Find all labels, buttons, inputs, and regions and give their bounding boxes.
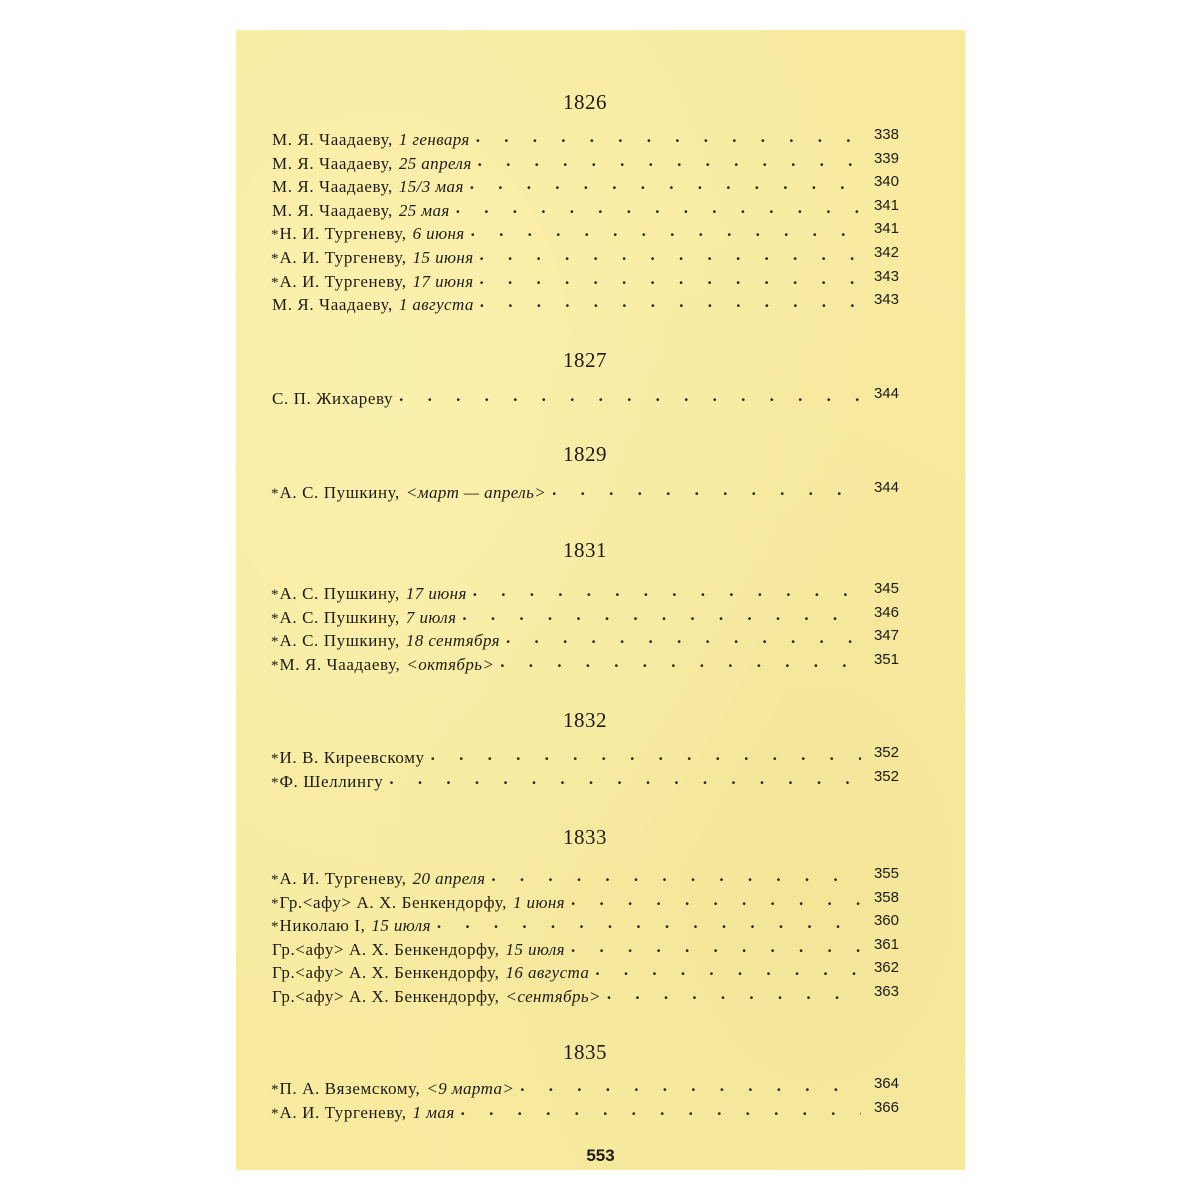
recipient-name: Николаю I, [279,916,366,936]
letter-date: 20 апреля [412,869,486,888]
letter-date: <март — апрель> [405,483,547,502]
dot-leader [571,888,861,912]
dot-leader [500,650,861,674]
letter-date: 15 июля [505,939,565,959]
recipient-name: Н. И. Тургеневу, [279,224,407,244]
letter-date: 1 августа [398,295,474,315]
asterisk-mark: * [271,1105,279,1122]
recipient-name: А. И. Тургеневу, [279,1102,407,1122]
dot-leader [471,219,861,243]
letter-date: 1 генваря [398,130,470,149]
letter-date: 25 мая [398,200,450,220]
asterisk-mark: * [271,274,279,291]
recipient-name: А. И. Тургеневу, [279,869,407,888]
entry-page-number: 346 [873,603,899,621]
recipient-name: М. Я. Чаадаеву, [272,295,393,315]
recipient-name: Гр.<афу> А. Х. Бенкендорфу, [272,963,500,983]
asterisk-mark: * [271,251,279,267]
asterisk-mark: * [271,774,279,791]
entry-page-number: 339 [873,149,899,167]
letter-date: <октябрь> [406,654,495,674]
recipient-name: П. А. Вяземскому, [279,1079,421,1098]
entry-page-number: 342 [873,244,899,261]
entry-page-number: 341 [873,220,899,238]
section-year: 1829 [563,442,607,466]
asterisk-mark: * [271,872,279,888]
letter-date: 1 июня [513,892,565,912]
recipient-name: Гр.<афу> А. Х. Бенкендорфу, [272,939,500,959]
entry-page-number: 343 [873,267,899,285]
letter-date: 1 мая [412,1102,455,1122]
asterisk-mark: * [271,587,279,603]
dot-leader [520,1074,861,1098]
entry-page-number: 355 [873,865,899,882]
dot-leader [470,172,861,196]
asterisk-mark: * [271,610,279,627]
recipient-name: М. Я. Чаадаеву, [272,153,393,173]
dot-leader [595,958,861,982]
entry-page-number: 340 [873,173,899,191]
entry-page-number: 366 [873,1098,899,1116]
entry-page-number: 352 [873,767,899,785]
entry-page-number: 341 [873,196,899,214]
toc-entry [271,650,899,677]
dot-leader [506,626,861,650]
section-year: 1826 [563,90,607,114]
dot-leader [431,743,861,767]
dot-leader [480,267,862,291]
dot-leader [480,243,862,267]
dot-leader [437,911,861,935]
dot-leader [462,603,861,627]
recipient-name: С. П. Жихареву [272,389,394,408]
asterisk-mark: * [271,919,279,936]
recipient-name: М. Я. Чаадаеву, [272,130,393,149]
recipient-name: М. Я. Чаадаеву, [279,654,401,674]
book-page [236,30,965,1170]
letter-date: 18 сентября [405,631,500,651]
recipient-name: А. С. Пушкину, [279,607,400,627]
dot-leader [399,384,861,408]
letter-date: 17 июня [405,584,467,603]
dot-leader [491,864,861,888]
entry-page-number: 351 [873,650,899,668]
recipient-name: А. И. Тургеневу, [279,271,407,291]
letter-date: 6 июня [412,224,465,244]
recipient-name: А. И. Тургеневу, [279,248,407,267]
entry-page-number: 363 [873,983,899,1000]
dot-leader [478,149,861,173]
letter-date: <9 марта> [426,1079,515,1098]
entry-page-number: 360 [873,912,899,930]
recipient-name: Ф. Шеллингу [279,771,384,791]
entry-page-number: 347 [873,627,899,645]
asterisk-mark: * [271,895,279,912]
toc-entry [271,767,899,794]
section-year: 1833 [563,825,607,849]
section-year: 1832 [563,708,607,732]
recipient-name: Гр.<афу> А. Х. Бенкендорфу, [279,892,507,912]
asterisk-mark: * [271,634,279,651]
recipient-name: И. В. Киреевскому [279,748,425,767]
entry-page-number: 343 [873,291,899,309]
entry-page-number: 345 [873,580,899,597]
entry-page-number: 358 [873,888,899,906]
letter-date: 15/3 мая [398,177,464,197]
dot-leader [461,1098,861,1122]
letter-date: 15 июня [412,248,474,267]
dot-leader [389,767,861,791]
entry-page-number: 338 [873,126,899,143]
entry-page-number: 362 [873,959,899,977]
recipient-name: А. С. Пушкину, [279,584,400,603]
dot-leader [552,478,861,502]
entry-page-number: 344 [873,385,899,402]
toc-entry [271,985,899,1009]
toc-entry [271,387,899,411]
entry-page-number: 361 [873,935,899,953]
letter-date: 17 июня [412,271,474,291]
recipient-name: А. С. Пушкину, [279,631,400,651]
recipient-name: М. Я. Чаадаеву, [272,177,393,197]
asterisk-mark: * [271,1082,279,1098]
letter-date: 15 июля [371,916,431,936]
section-year: 1835 [563,1040,607,1064]
recipient-name: А. С. Пушкину, [279,483,400,502]
dot-leader [476,125,861,149]
letter-date: 7 июля [405,607,457,627]
asterisk-mark: * [271,751,279,767]
toc-entry [271,481,899,505]
entry-page-number: 364 [873,1075,899,1092]
asterisk-mark: * [271,227,279,244]
letter-date: 16 августа [505,963,590,983]
recipient-name: М. Я. Чаадаеву, [272,200,393,220]
dot-leader [480,290,861,314]
recipient-name: Гр.<афу> А. Х. Бенкендорфу, [272,987,500,1006]
dot-leader [456,196,861,220]
entry-page-number: 352 [873,744,899,761]
letter-date: 25 апреля [398,153,472,173]
entry-page-number: 344 [873,479,899,496]
section-year: 1827 [563,348,607,372]
toc-entry [271,293,899,317]
letter-date: <сентябрь> [505,987,601,1006]
asterisk-mark: * [271,657,279,674]
dot-leader [473,579,861,603]
dot-leader [607,982,861,1006]
toc-entry [271,1098,899,1125]
section-year: 1831 [563,538,607,562]
dot-leader [571,935,861,959]
page-number: 553 [586,1146,615,1165]
asterisk-mark: * [271,486,279,502]
